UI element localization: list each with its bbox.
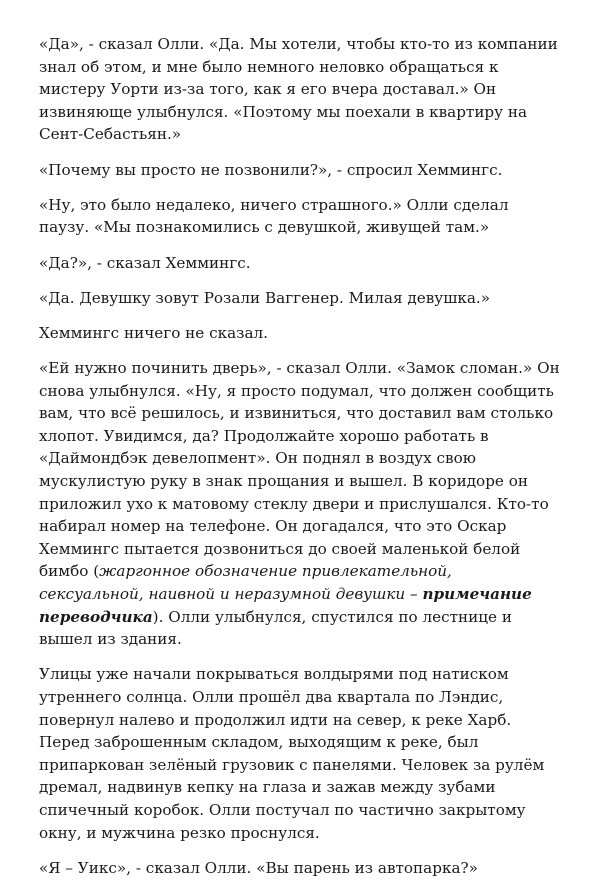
paragraph-7-text-after: ). Олли улыбнулся, спустился по лестнице и вышел из здания. bbox=[39, 607, 512, 649]
paragraph-3: «Ну, это было недалеко, ничего страшного.» Олли сделал паузу. «Мы познакомились с девушкой, живущей там.» bbox=[39, 195, 509, 237]
paragraph-4: «Да?», - сказал Хеммингс. bbox=[39, 253, 251, 272]
paragraph-6: Хеммингс ничего не сказал. bbox=[39, 323, 268, 342]
translator-note-label: примечание переводчика bbox=[39, 585, 532, 626]
paragraph-7 bbox=[39, 357, 561, 651]
translator-note: жаргонное обозначение привлекательной, сексуальной, наивной и неразумной девушки – bbox=[39, 562, 452, 604]
paragraph-2: «Почему вы просто не позвонили?», - спросил Хеммингс. bbox=[39, 160, 503, 179]
paragraph-9: «Я – Уикс», - сказал Олли. «Вы парень из автопарка?» bbox=[39, 858, 478, 877]
paragraph-1: «Да», - сказал Олли. «Да. Мы хотели, чтобы кто-то из компании знал об этом, и мне было немного неловко обращаться к мистеру Уорти из-за того, как я его вчера доставал.» Он извиняюще улыбнулся. «Поэтому мы поехали в квартиру на Сент-Себастьян.» bbox=[39, 35, 558, 144]
document-page bbox=[39, 33, 561, 892]
paragraph-8: Улицы уже начали покрываться волдырями под натиском утреннего солнца. Олли прошёл два квартала по Лэндис, повернул налево и продолжил идти на север, к реке Харб. Перед заброшенным складом, выходящим к реке, был припаркован зелёный грузовик с панелями. Человек за рулём дремал, надвинув кепку на глаза и зажав между зубами спичечный коробок. Олли постучал по частично закрытому окну, и мужчина резко проснулся. bbox=[39, 665, 545, 842]
paragraph-5: «Да. Девушку зовут Розали Ваггенер. Милая девушка.» bbox=[39, 288, 490, 307]
paragraph-7-text-before: «Ей нужно починить дверь», - сказал Олли. «Замок сломан.» Он снова улыбнулся. «Ну, я просто подумал, что должен сообщить вам, что всё решилось, и извиниться, что доставил вам столько хлопот. Увидимся, да? Продолжайте хорошо работать в «Даймондбэк девелопмент». Он поднял в воздух свою мускулистую руку в знак прощания и вышел. В коридоре он приложил ухо к матовому стеклу двери и прислушался. Кто-то набирал номер на телефоне. Он догадался, что это Оскар Хеммингс пытается дозвониться до своей маленькой белой бимбо ( bbox=[39, 359, 560, 581]
